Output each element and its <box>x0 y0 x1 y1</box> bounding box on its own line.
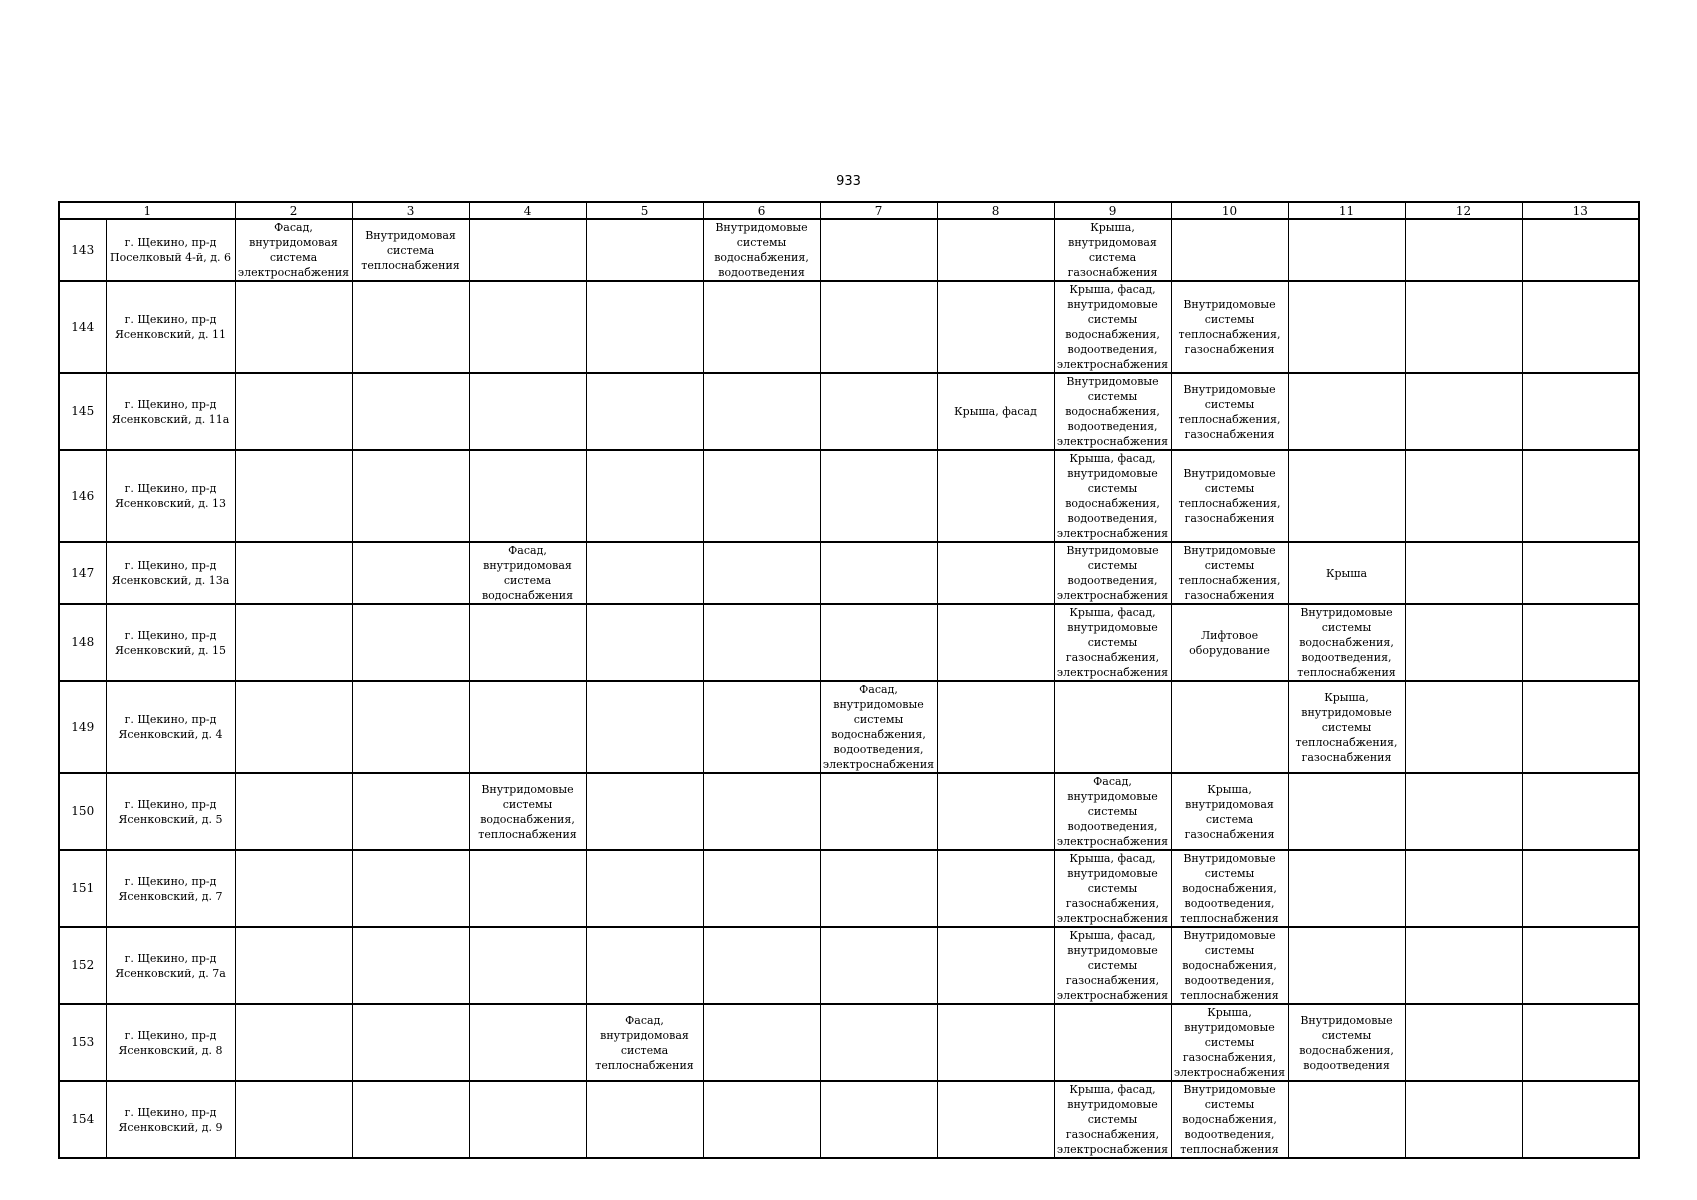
work-type-cell <box>1522 850 1639 927</box>
work-type-cell <box>235 850 352 927</box>
work-type-cell: Крыша, внутридомовая система газоснабжения <box>1171 773 1288 850</box>
work-type-cell <box>586 373 703 450</box>
work-type-cell: Крыша, фасад, внутридомовые системы газоснабжения, электроснабжения <box>1054 604 1171 681</box>
work-type-cell <box>1405 681 1522 773</box>
work-type-cell <box>703 681 820 773</box>
work-type-cell <box>352 850 469 927</box>
work-type-cell <box>1171 681 1288 773</box>
work-type-cell <box>235 281 352 373</box>
work-type-cell <box>586 219 703 281</box>
table-row <box>59 604 1639 681</box>
work-type-cell <box>820 219 937 281</box>
work-type-cell: Фасад, внутридомовая система водоснабжения <box>469 542 586 604</box>
work-type-cell <box>703 450 820 542</box>
work-type-cell: Фасад, внутридомовая система теплоснабжения <box>586 1004 703 1081</box>
work-type-cell: Лифтовое оборудование <box>1171 604 1288 681</box>
table-row <box>59 1081 1639 1158</box>
address-cell: г. Щекино, пр-д Ясенковский, д. 11а <box>106 373 235 450</box>
column-header: 9 <box>1054 202 1171 219</box>
work-type-cell <box>1405 604 1522 681</box>
work-type-cell <box>235 1004 352 1081</box>
row-number-cell: 152 <box>59 927 106 1004</box>
work-type-cell: Внутридомовые системы водоснабжения, теплоснабжения <box>469 773 586 850</box>
work-type-cell <box>820 542 937 604</box>
address-cell: г. Щекино, пр-д Ясенковский, д. 5 <box>106 773 235 850</box>
table-row <box>59 1004 1639 1081</box>
work-type-cell <box>586 604 703 681</box>
work-type-cell <box>703 373 820 450</box>
work-type-cell: Крыша, фасад, внутридомовые системы газоснабжения, электроснабжения <box>1054 927 1171 1004</box>
work-type-cell <box>703 773 820 850</box>
work-type-cell <box>1522 927 1639 1004</box>
row-number-cell: 144 <box>59 281 106 373</box>
table-row <box>59 450 1639 542</box>
work-type-cell <box>820 1004 937 1081</box>
work-type-cell <box>1522 1004 1639 1081</box>
work-type-cell: Фасад, внутридомовые системы водоотведения, электроснабжения <box>1054 773 1171 850</box>
work-type-cell: Внутридомовые системы теплоснабжения, газоснабжения <box>1171 542 1288 604</box>
work-type-cell <box>352 773 469 850</box>
work-type-cell <box>235 373 352 450</box>
address-cell: г. Щекино, пр-д Ясенковский, д. 11 <box>106 281 235 373</box>
work-type-cell <box>586 1081 703 1158</box>
work-type-cell: Внутридомовые системы теплоснабжения, газоснабжения <box>1171 450 1288 542</box>
column-header: 2 <box>235 202 352 219</box>
work-type-cell <box>820 281 937 373</box>
table-row <box>59 773 1639 850</box>
work-type-cell <box>1054 1004 1171 1081</box>
row-number-cell: 148 <box>59 604 106 681</box>
column-header: 4 <box>469 202 586 219</box>
work-type-cell <box>352 681 469 773</box>
work-type-cell: Крыша, внутридомовые системы теплоснабжения, газоснабжения <box>1288 681 1405 773</box>
work-type-cell: Внутридомовая система теплоснабжения <box>352 219 469 281</box>
work-type-cell <box>352 281 469 373</box>
work-type-cell <box>352 373 469 450</box>
work-type-cell <box>820 850 937 927</box>
column-header: 5 <box>586 202 703 219</box>
column-header: 12 <box>1405 202 1522 219</box>
work-type-cell <box>235 450 352 542</box>
work-type-cell: Внутридомовые системы водоснабжения, водоотведения, теплоснабжения <box>1171 927 1288 1004</box>
work-type-cell <box>1288 450 1405 542</box>
table-body <box>59 219 1639 1158</box>
work-type-cell <box>469 1081 586 1158</box>
work-type-cell <box>352 1004 469 1081</box>
work-type-cell: Фасад, внутридомовые системы водоснабжения, водоотведения, электроснабжения <box>820 681 937 773</box>
work-type-cell <box>469 1004 586 1081</box>
work-type-cell: Внутридомовые системы водоснабжения, водоотведения <box>1288 1004 1405 1081</box>
work-type-cell: Внутридомовые системы теплоснабжения, газоснабжения <box>1171 281 1288 373</box>
work-type-cell <box>586 681 703 773</box>
address-cell: г. Щекино, пр-д Ясенковский, д. 8 <box>106 1004 235 1081</box>
table-row <box>59 281 1639 373</box>
work-type-cell <box>937 1004 1054 1081</box>
table-row <box>59 850 1639 927</box>
work-type-cell: Внутридомовые системы водоснабжения, водоотведения, электроснабжения <box>1054 373 1171 450</box>
work-type-cell <box>1522 773 1639 850</box>
work-type-cell <box>1522 542 1639 604</box>
work-type-cell <box>937 1081 1054 1158</box>
row-number-cell: 151 <box>59 850 106 927</box>
column-header: 7 <box>820 202 937 219</box>
address-cell: г. Щекино, пр-д Ясенковский, д. 13а <box>106 542 235 604</box>
work-type-cell <box>235 604 352 681</box>
work-type-cell <box>1288 927 1405 1004</box>
work-type-cell <box>469 681 586 773</box>
work-type-cell <box>235 773 352 850</box>
work-type-cell <box>1288 1081 1405 1158</box>
column-number-header-row <box>59 202 1639 219</box>
work-type-cell: Фасад, внутридомовая система электроснабжения <box>235 219 352 281</box>
row-number-cell: 149 <box>59 681 106 773</box>
address-cell: г. Щекино, пр-д Ясенковский, д. 15 <box>106 604 235 681</box>
work-type-cell <box>703 604 820 681</box>
work-type-cell <box>703 281 820 373</box>
work-type-cell <box>937 773 1054 850</box>
column-header: 1 <box>59 202 235 219</box>
work-type-cell <box>703 927 820 1004</box>
work-type-cell <box>937 281 1054 373</box>
row-number-cell: 143 <box>59 219 106 281</box>
work-type-cell <box>1522 1081 1639 1158</box>
work-type-cell <box>937 927 1054 1004</box>
work-type-cell <box>1405 219 1522 281</box>
work-type-cell <box>1288 850 1405 927</box>
work-type-cell <box>820 1081 937 1158</box>
page-number: 933 <box>836 174 861 189</box>
work-type-cell <box>469 850 586 927</box>
work-type-cell <box>586 450 703 542</box>
work-type-cell <box>235 542 352 604</box>
work-type-cell <box>1405 281 1522 373</box>
work-type-cell <box>937 219 1054 281</box>
work-type-cell: Крыша, фасад, внутридомовые системы газоснабжения, электроснабжения <box>1054 1081 1171 1158</box>
work-type-cell <box>1405 850 1522 927</box>
work-type-cell <box>937 681 1054 773</box>
address-cell: г. Щекино, пр-д Ясенковский, д. 13 <box>106 450 235 542</box>
work-type-cell <box>586 850 703 927</box>
work-type-cell <box>820 604 937 681</box>
column-header: 10 <box>1171 202 1288 219</box>
work-type-cell <box>1171 219 1288 281</box>
work-type-cell <box>937 450 1054 542</box>
table-row <box>59 681 1639 773</box>
table-row <box>59 219 1639 281</box>
work-type-cell: Крыша, внутридомовые системы газоснабжения, электроснабжения <box>1171 1004 1288 1081</box>
work-type-cell <box>586 542 703 604</box>
work-type-cell <box>937 850 1054 927</box>
table-row <box>59 542 1639 604</box>
address-cell: г. Щекино, пр-д Ясенковский, д. 7а <box>106 927 235 1004</box>
work-type-cell <box>703 1081 820 1158</box>
column-header: 8 <box>937 202 1054 219</box>
work-type-cell <box>1522 450 1639 542</box>
work-type-cell <box>1405 1081 1522 1158</box>
work-type-cell <box>352 927 469 1004</box>
work-type-cell <box>469 927 586 1004</box>
work-type-cell: Крыша, внутридомовая система газоснабжения <box>1054 219 1171 281</box>
work-type-cell <box>352 604 469 681</box>
work-type-cell <box>235 927 352 1004</box>
work-type-cell <box>235 681 352 773</box>
work-type-cell <box>937 604 1054 681</box>
work-type-cell <box>1405 773 1522 850</box>
work-type-cell <box>1288 281 1405 373</box>
work-type-cell <box>469 604 586 681</box>
work-type-cell <box>1522 681 1639 773</box>
address-cell: г. Щекино, пр-д Ясенковский, д. 7 <box>106 850 235 927</box>
work-type-cell <box>469 450 586 542</box>
work-type-cell <box>469 373 586 450</box>
work-type-cell: Внутридомовые системы водоотведения, электроснабжения <box>1054 542 1171 604</box>
address-cell: г. Щекино, пр-д Поселковый 4-й, д. 6 <box>106 219 235 281</box>
work-type-cell: Крыша, фасад <box>937 373 1054 450</box>
address-cell: г. Щекино, пр-д Ясенковский, д. 4 <box>106 681 235 773</box>
work-type-cell <box>469 219 586 281</box>
work-type-cell <box>703 542 820 604</box>
work-type-cell <box>586 927 703 1004</box>
column-header: 13 <box>1522 202 1639 219</box>
row-number-cell: 147 <box>59 542 106 604</box>
work-type-cell <box>586 281 703 373</box>
column-header: 3 <box>352 202 469 219</box>
work-type-cell: Крыша, фасад, внутридомовые системы водоснабжения, водоотведения, электроснабжения <box>1054 281 1171 373</box>
row-number-cell: 150 <box>59 773 106 850</box>
column-header: 6 <box>703 202 820 219</box>
work-type-cell: Внутридомовые системы водоснабжения, водоотведения <box>703 219 820 281</box>
work-type-cell <box>352 1081 469 1158</box>
work-type-cell <box>820 373 937 450</box>
work-type-cell <box>1054 681 1171 773</box>
work-type-cell <box>1405 1004 1522 1081</box>
work-type-cell <box>1288 219 1405 281</box>
column-header: 11 <box>1288 202 1405 219</box>
table-row <box>59 927 1639 1004</box>
table-row <box>59 373 1639 450</box>
work-type-cell <box>703 1004 820 1081</box>
row-number-cell: 145 <box>59 373 106 450</box>
row-number-cell: 154 <box>59 1081 106 1158</box>
work-type-cell <box>235 1081 352 1158</box>
work-type-cell <box>469 281 586 373</box>
work-type-cell <box>820 450 937 542</box>
work-type-cell <box>1522 281 1639 373</box>
work-schedule-table <box>58 201 1640 1159</box>
work-type-cell <box>1288 373 1405 450</box>
work-type-cell <box>1405 927 1522 1004</box>
work-type-cell <box>1405 542 1522 604</box>
row-number-cell: 146 <box>59 450 106 542</box>
work-type-cell <box>1522 604 1639 681</box>
work-type-cell: Крыша <box>1288 542 1405 604</box>
work-type-cell <box>1405 373 1522 450</box>
work-type-cell <box>1522 219 1639 281</box>
work-type-cell <box>820 773 937 850</box>
work-type-cell <box>820 927 937 1004</box>
work-type-cell: Внутридомовые системы водоснабжения, водоотведения, теплоснабжения <box>1171 1081 1288 1158</box>
work-type-cell: Внутридомовые системы теплоснабжения, газоснабжения <box>1171 373 1288 450</box>
address-cell: г. Щекино, пр-д Ясенковский, д. 9 <box>106 1081 235 1158</box>
work-type-cell <box>1522 373 1639 450</box>
work-type-cell <box>937 542 1054 604</box>
work-type-cell <box>586 773 703 850</box>
row-number-cell: 153 <box>59 1004 106 1081</box>
work-type-cell <box>352 542 469 604</box>
work-type-cell: Внутридомовые системы водоснабжения, водоотведения, теплоснабжения <box>1171 850 1288 927</box>
work-type-cell: Крыша, фасад, внутридомовые системы водоснабжения, водоотведения, электроснабжения <box>1054 450 1171 542</box>
work-type-cell: Внутридомовые системы водоснабжения, водоотведения, теплоснабжения <box>1288 604 1405 681</box>
work-type-cell <box>1288 773 1405 850</box>
work-type-cell: Крыша, фасад, внутридомовые системы газоснабжения, электроснабжения <box>1054 850 1171 927</box>
work-type-cell <box>1405 450 1522 542</box>
work-type-cell <box>703 850 820 927</box>
work-type-cell <box>352 450 469 542</box>
